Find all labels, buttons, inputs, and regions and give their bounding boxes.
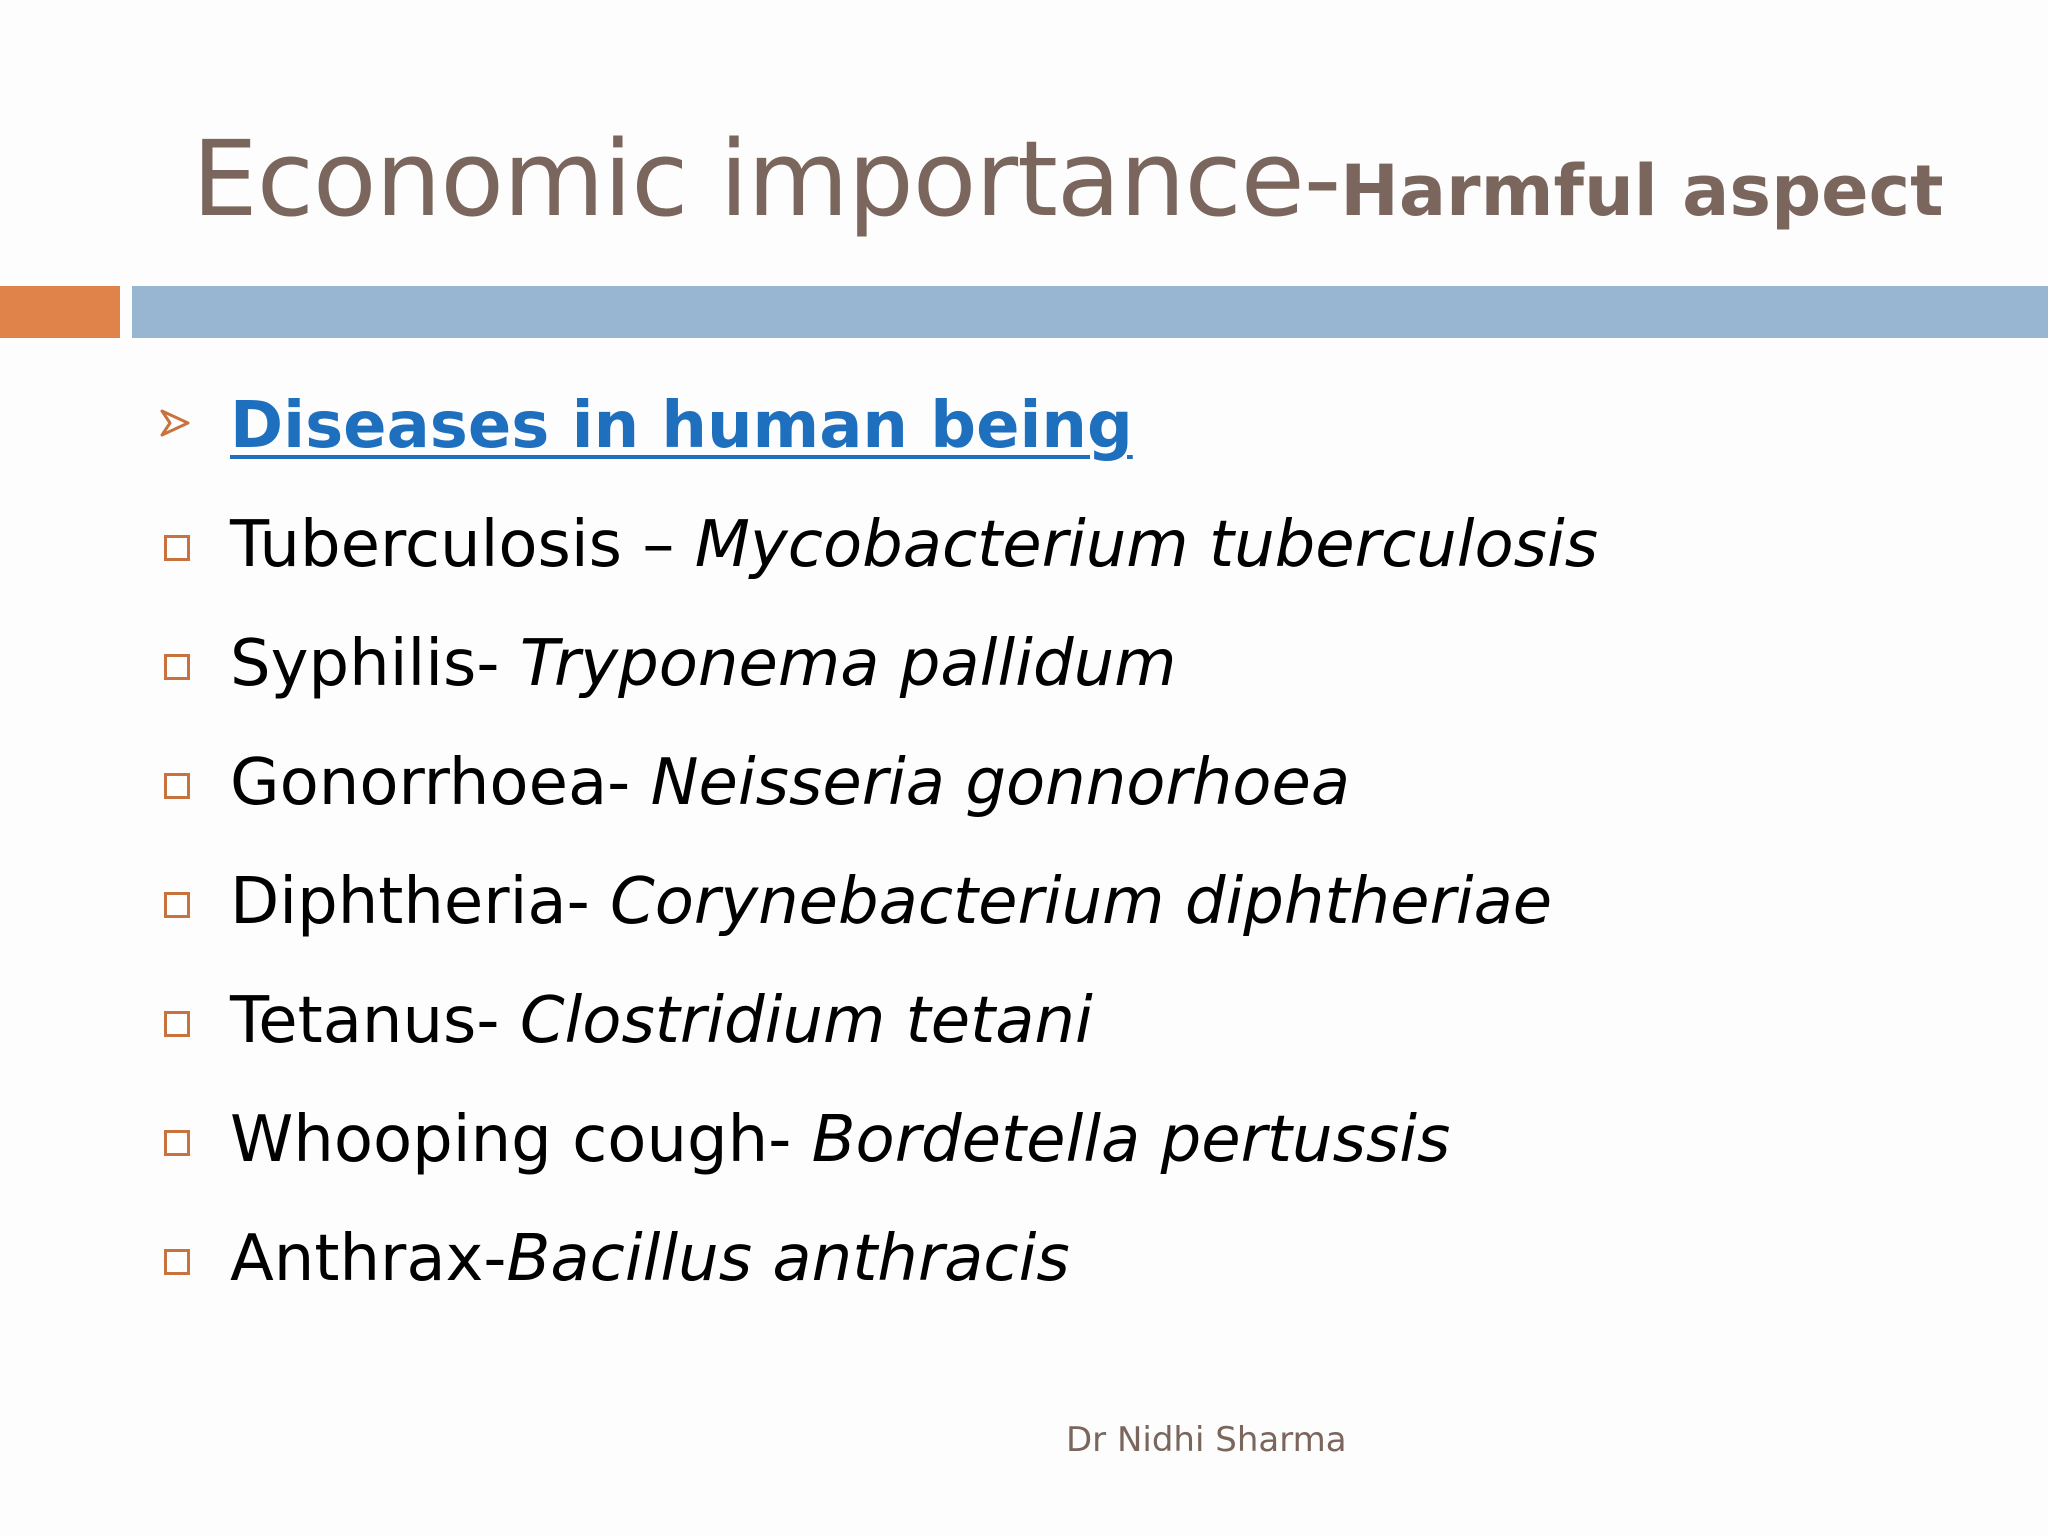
list-item	[156, 1080, 2006, 1199]
list-item-text	[230, 961, 1093, 1081]
accent-bar-blue	[132, 286, 2048, 338]
list-item	[156, 485, 2006, 604]
disease-name: Tetanus-	[230, 984, 520, 1058]
disease-name: Tuberculosis –	[230, 508, 695, 582]
accent-bar-orange	[0, 286, 120, 338]
disease-name: Diphtheria-	[230, 865, 611, 939]
arrow-bullet-icon	[160, 408, 190, 438]
square-bullet-icon	[164, 1130, 190, 1156]
list-item	[156, 1199, 2006, 1318]
disease-name: Whooping cough-	[230, 1103, 812, 1177]
organism-name: Corynebacterium diphtheriae	[610, 865, 1553, 939]
list-item	[156, 842, 2006, 961]
disease-name: Anthrax-	[230, 1222, 507, 1296]
square-bullet-icon	[164, 535, 190, 561]
slide-title	[192, 104, 1944, 274]
list-item	[156, 961, 2006, 1080]
square-bullet-icon	[164, 773, 190, 799]
list-item-text	[230, 723, 1350, 843]
list-item-text	[230, 1199, 1070, 1319]
footer-author: Dr Nidhi Sharma	[1066, 1420, 1347, 1460]
list-item-text	[230, 842, 1552, 962]
list-item-text	[230, 485, 1598, 605]
organism-name: Tryponema pallidum	[519, 627, 1177, 701]
organism-name: Clostridium tetani	[519, 984, 1093, 1058]
title-main: Economic importance-	[192, 118, 1341, 240]
organism-name: Mycobacterium tuberculosis	[694, 508, 1599, 582]
title-subtitle: Harmful aspect	[1340, 150, 1944, 232]
square-bullet-icon	[164, 1249, 190, 1275]
organism-name: Bacillus anthracis	[506, 1222, 1070, 1296]
disease-name: Gonorrhoea-	[230, 746, 651, 820]
square-bullet-icon	[164, 892, 190, 918]
bullet-list	[156, 366, 2006, 1318]
section-heading-link[interactable]: Diseases in human being	[230, 389, 1133, 463]
square-bullet-icon	[164, 1011, 190, 1037]
square-bullet-icon	[164, 654, 190, 680]
list-item	[156, 723, 2006, 842]
organism-name: Neisseria gonnorhoea	[650, 746, 1351, 820]
organism-name: Bordetella pertussis	[811, 1103, 1451, 1177]
list-item-text	[230, 1080, 1450, 1200]
disease-name: Syphilis-	[230, 627, 520, 701]
heading-row	[156, 366, 2006, 485]
list-item-text	[230, 604, 1176, 724]
list-item	[156, 604, 2006, 723]
